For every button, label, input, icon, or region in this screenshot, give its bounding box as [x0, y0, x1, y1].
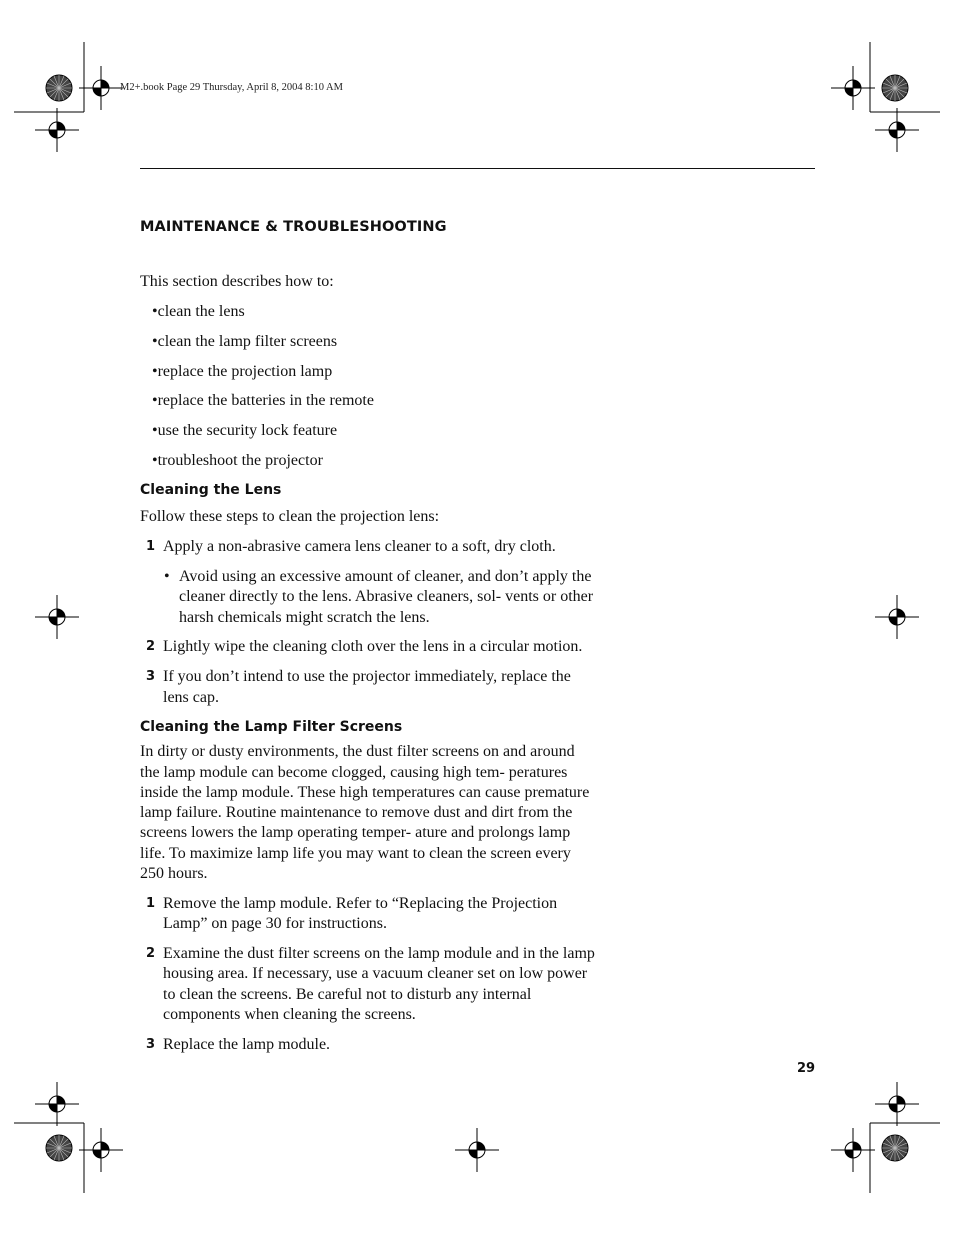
- step-item: [140, 637, 595, 657]
- step-number: 1: [146, 539, 156, 555]
- section-title: MAINTENANCE & TROUBLESHOOTING: [140, 219, 447, 235]
- step-text: Apply a non-abrasive camera lens cleaner to a soft, dry cloth.: [163, 538, 556, 556]
- topic-item: •replace the projection lamp: [152, 362, 333, 380]
- cleaning-lens-intro: Follow these steps to clean the projection lens:: [140, 508, 440, 526]
- intro-text: This section describes how to:: [140, 273, 334, 290]
- topic-item: •clean the lens: [152, 303, 245, 321]
- cleaning-filter-steps: [140, 894, 595, 1055]
- step-number: 2: [146, 639, 156, 655]
- cleaning-filter-paragraph: In dirty or dusty environments, the dust filter screens on and around the lamp module can become clogged, causing high tem- peratures inside the lamp module. These high temperatures can cause premature lamp failure. Routine maintenance to remove dust and dirt from the screens lowers the lamp operating temper- ature and prolongs lamp life. To maximize lamp life you may want to clean the screen every 250 hours.: [140, 743, 590, 883]
- header-rule: [140, 168, 815, 169]
- step-number: 1: [146, 895, 156, 911]
- topic-item: •clean the lamp filter screens: [152, 332, 338, 350]
- step-note: [140, 567, 595, 628]
- note-text: Avoid using an excessive amount of cleaner, and don’t apply the cleaner directly to the lens. Abrasive cleaners, sol- vents or other harsh chemicals might scratch the lens.: [179, 568, 594, 626]
- step-text: Replace the lamp module.: [163, 1035, 331, 1053]
- step-text: Lightly wipe the cleaning cloth over the lens in a circular motion.: [163, 638, 583, 656]
- step-text: Examine the dust filter screens on the lamp module and in the lamp housing area. If necessary, use a vacuum cleaner set on low power to clean the screens. Be careful not to disturb any internal components when cleaning the screens.: [163, 944, 595, 1023]
- cleaning-lens-heading: Cleaning the Lens: [140, 482, 282, 499]
- cleaning-lens-steps: [140, 537, 595, 708]
- page-number: 29: [797, 1061, 816, 1076]
- page-content: [140, 272, 595, 1064]
- step-item: [140, 1035, 595, 1055]
- step-number: 3: [146, 1036, 156, 1052]
- step-item: [140, 667, 595, 708]
- topic-item: •replace the batteries in the remote: [152, 392, 374, 410]
- step-item: [140, 894, 595, 935]
- topic-item: •use the security lock feature: [152, 422, 338, 440]
- step-text: If you don’t intend to use the projector immediately, replace the lens cap.: [163, 668, 571, 706]
- step-item: [140, 944, 595, 1025]
- topic-list: [140, 302, 595, 471]
- step-item: [140, 537, 595, 557]
- step-number: 3: [146, 669, 156, 685]
- cleaning-filter-heading: Cleaning the Lamp Filter Screens: [140, 719, 403, 736]
- step-text: Remove the lamp module. Refer to “Replacing the Projection Lamp” on page 30 for instructions.: [163, 894, 558, 933]
- step-number: 2: [146, 945, 156, 961]
- note-bullet: •: [164, 568, 170, 586]
- print-slug: M2+.book Page 29 Thursday, April 8, 2004 8:10 AM: [120, 82, 343, 93]
- topic-item: •troubleshoot the projector: [152, 451, 323, 469]
